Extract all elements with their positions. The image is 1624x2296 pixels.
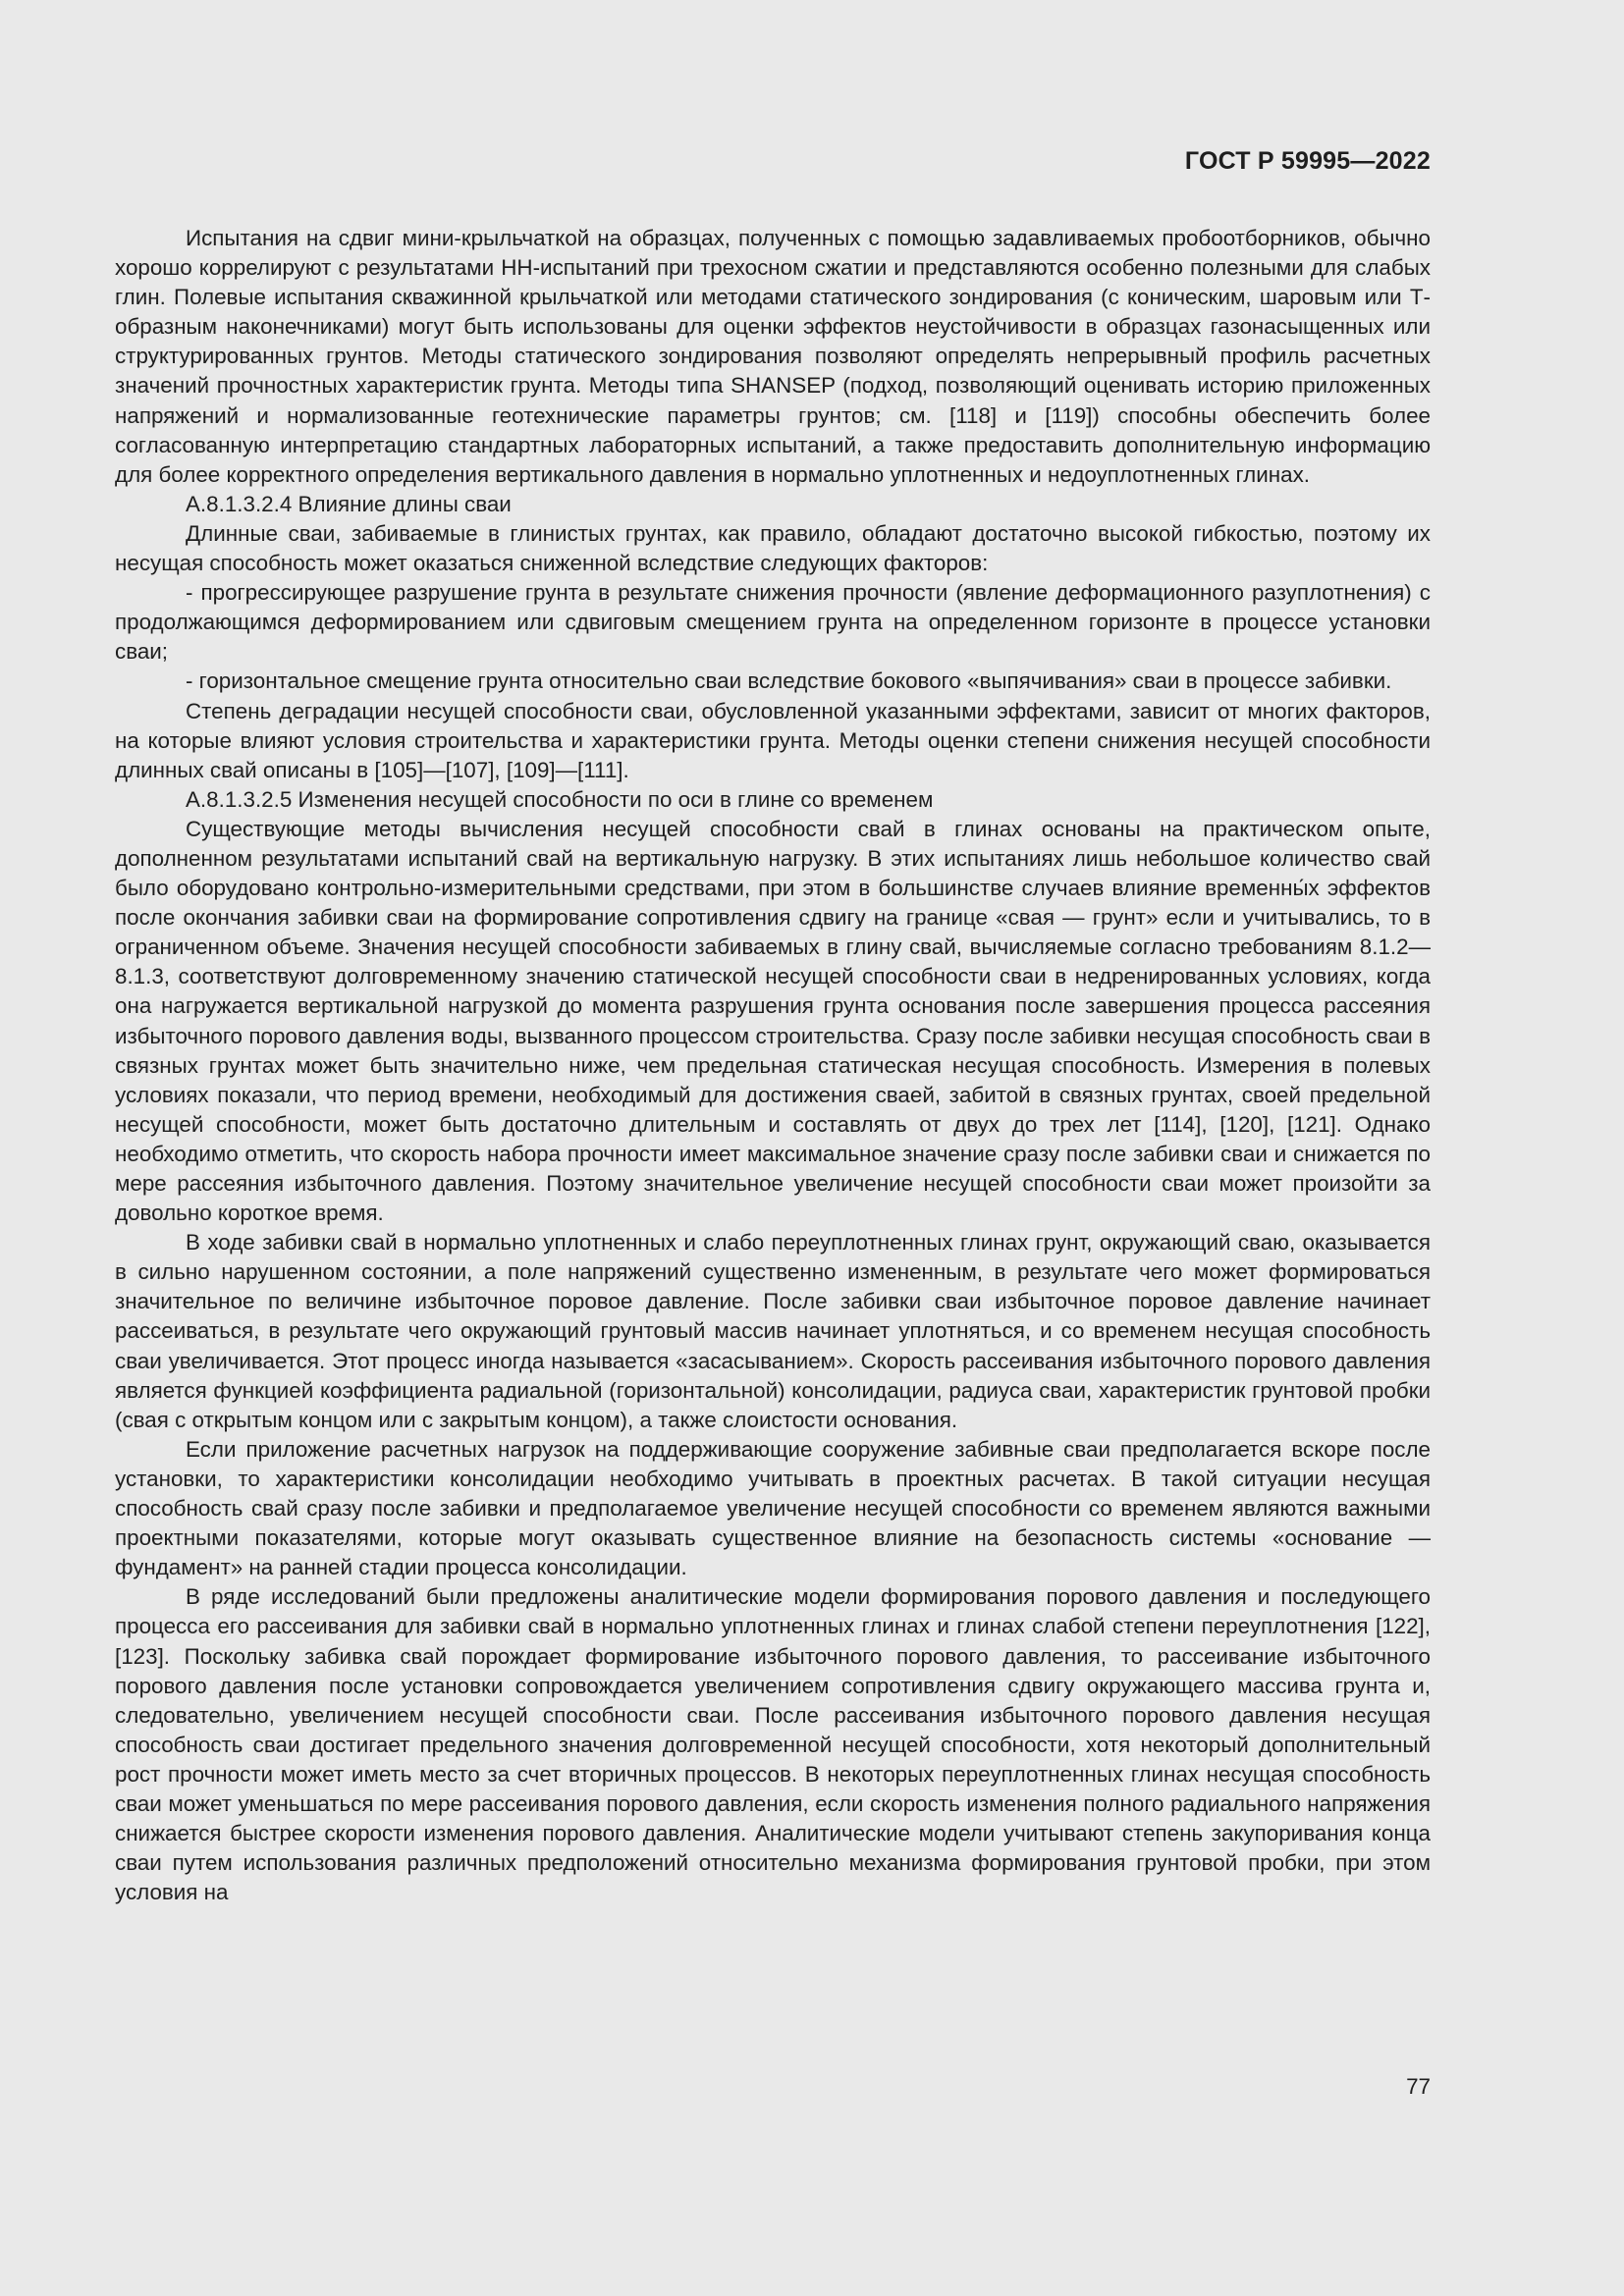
paragraph: В ходе забивки свай в нормально уплотненных и слабо переуплотненных глинах грунт, окружающий сваю, оказывается в сильно нарушенном состоянии, а поле напряжений существенно измененным, в результате чего может формироваться значительное по величине избыточное поровое давление. После забивки сваи избыточное поровое давление начинает рассеиваться, в результате чего окружающий грунтовый массив начинает уплотняться, и со временем несущая способность сваи увеличивается. Этот процесс иногда называется «засасыванием». Скорость рассеивания избыточного порового давления является функцией коэффициента радиальной (горизонтальной) консолидации, радиуса сваи, характеристик грунтовой пробки (свая с открытым концом или с закрытым концом), а также слоистости основания. [115, 1230, 1431, 1432]
section-heading: А.8.1.3.2.4 Влияние длины сваи [186, 491, 512, 516]
paragraph: Испытания на сдвиг мини-крыльчаткой на образцах, полученных с помощью задавливаемых пробоотборников, обычно хорошо коррелируют с результатами НН-испытаний при трехосном сжатии и представляются особенно полезными для слабых глин. Полевые испытания скважинной крыльчаткой или методами статического зондирования (с коническим, шаровым или Т-образным наконечниками) могут быть использованы для оценки эффектов неустойчивости в образцах газонасыщенных или структурированных грунтов. Методы статического зондирования позволяют определять непрерывный профиль расчетных значений прочностных характеристик грунта. Методы типа SHANSEP (подход, позволяющий оценивать историю приложенных напряжений и нормализованные геотехнические параметры грунтов; см. [118] и [119]) способны обеспечить более согласованную интерпретацию стандартных лабораторных испытаний, а также предоставить дополнительную информацию для более корректного определения вертикального давления в нормально уплотненных и недоуплотненных глинах. [115, 226, 1431, 487]
page-number: 77 [1406, 2074, 1431, 2099]
document-code: ГОСТ Р 59995—2022 [1184, 147, 1431, 175]
paragraph: В ряде исследований были предложены аналитические модели формирования порового давления и последующего процесса его рассеивания для забивки свай в нормально уплотненных глинах и глинах слабой степени переуплотнения [122], [123]. Поскольку забивка свай порождает формирование избыточного порового давления, то рассеивание избыточного порового давления после установки сопровождается увеличением сопротивления сдвигу окружающего массива грунта и, следовательно, увеличением несущей способности сваи. После рассеивания избыточного порового давления несущая способность сваи достигает предельного значения долговременной несущей способности, хотя некоторый дополнительный рост прочности может иметь место за счет вторичных процессов. В некоторых переуплотненных глинах несущая способность сваи может уменьшаться по мере рассеивания порового давления, если скорость изменения полного радиального напряжения снижается быстрее скорости изменения порового давления. Аналитические модели учитывают степень закупоривания конца сваи путем использования различных предположений относительно механизма формирования грунтовой пробки, при этом условия на [115, 1584, 1431, 1905]
section-heading: А.8.1.3.2.5 Изменения несущей способности по оси в глине со временем [186, 786, 934, 812]
paragraph: Если приложение расчетных нагрузок на поддерживающие сооружение забивные сваи предполагается вскоре после установки, то характеристики консолидации необходимо учитывать в проектных расчетах. В такой ситуации несущая способность свай сразу после забивки и предполагаемое увеличение несущей способности со временем являются важными проектными показателями, которые могут оказывать существенное влияние на безопасность системы «основание — фундамент» на ранней стадии процесса консолидации. [115, 1436, 1431, 1580]
paragraph: Степень деградации несущей способности сваи, обусловленной указанными эффектами, зависит от многих факторов, на которые влияют условия строительства и характеристики грунта. Методы оценки степени снижения несущей способности длинных свай описаны в [105]—[107], [109]—[111]. [115, 698, 1431, 782]
paragraph: Существующие методы вычисления несущей способности свай в глинах основаны на практическом опыте, дополненном результатами испытаний свай на вертикальную нагрузку. В этих испытаниях лишь небольшое количество свай было оборудовано контрольно-измерительными средствами, при этом в большинстве случаев влияние временны́х эффектов после окончания забивки сваи на формирование сопротивления сдвигу на границе «свая — грунт» если и учитывались, то в ограниченном объеме. Значения несущей способности забиваемых в глину свай, вычисляемые согласно требованиям 8.1.2—8.1.3, соответствуют долговременному значению статической несущей способности сваи в недренированных условиях, когда она нагружается вертикальной нагрузкой до момента разрушения грунта основания после завершения процесса рассеяния избыточного порового давления воды, вызванного процессом строительства. Сразу после забивки несущая способность сваи в связных грунтах может быть значительно ниже, чем предельная статическая несущая способность. Измерения в полевых условиях показали, что период времени, необходимый для достижения сваей, забитой в связных грунтах, своей предельной несущей способности, может быть достаточно длительным и составлять от двух до трех лет [114], [120], [121]. Однако необходимо отметить, что скорость набора прочности имеет максимальное значение сразу после забивки сваи и снижается по мере рассеяния избыточного давления. Поэтому значительное увеличение несущей способности сваи может произойти за довольно короткое время. [115, 816, 1431, 1226]
list-item: - прогрессирующее разрушение грунта в результате снижения прочности (явление деформационного разуплотнения) с продолжающимся деформированием или сдвиговым смещением грунта на определенном горизонте в процессе установки сваи; [115, 580, 1431, 665]
document-body [115, 224, 1431, 1907]
list-item: - горизонтальное смещение грунта относительно сваи вследствие бокового «выпячивания» сваи в процессе забивки. [186, 668, 1392, 694]
paragraph: Длинные сваи, забиваемые в глинистых грунтах, как правило, обладают достаточно высокой гибкостью, поэтому их несущая способность может оказаться сниженной вследствие следующих факторов: [115, 520, 1431, 576]
